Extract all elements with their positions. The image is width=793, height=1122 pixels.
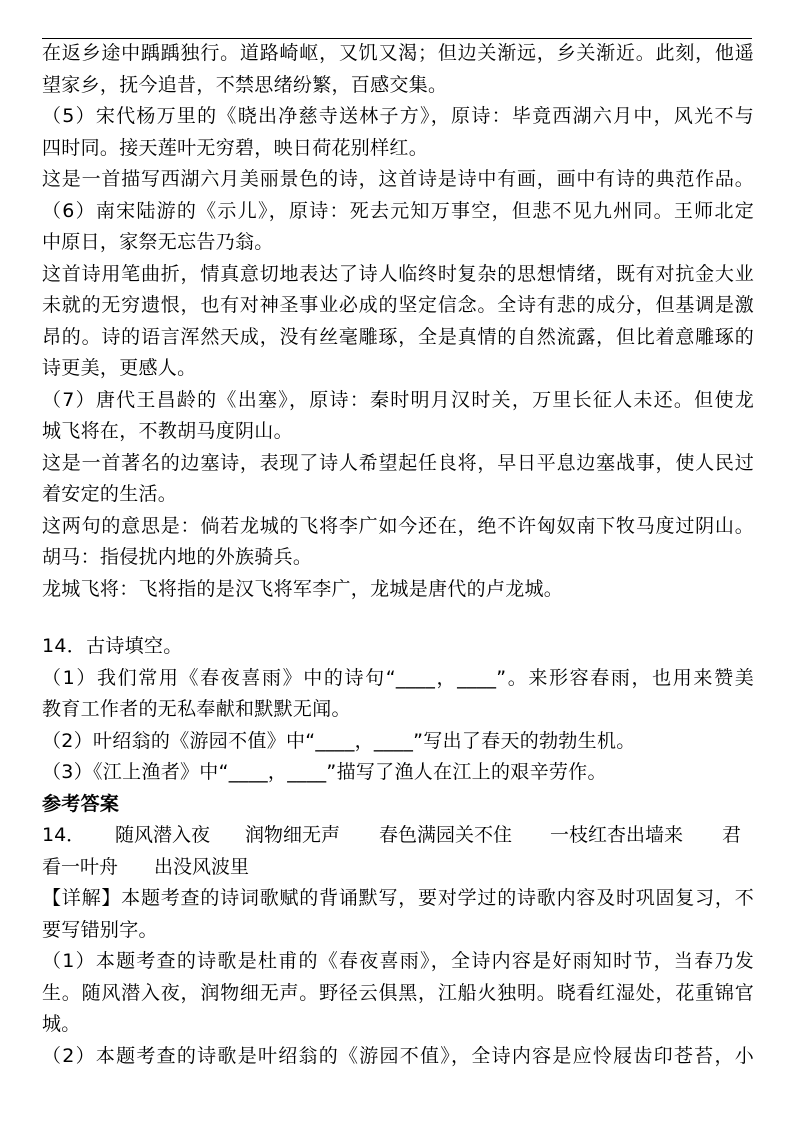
answer-item: 润物细无声 xyxy=(245,824,341,846)
text-line: 在返乡途中踽踽独行。道路崎岖，又饥又渴；但边关渐远，乡关渐近。此刻，他遥 xyxy=(42,42,754,64)
text-line: （7）唐代王昌龄的《出塞》，原诗：秦时明月汉时关，万里长征人未还。但使龙 xyxy=(42,389,754,411)
text-line: （5）宋代杨万里的《晓出净慈寺送林子方》，原诗：毕竟西湖六月中，风光不与 xyxy=(42,105,754,127)
question-item: 教育工作者的无私奉献和默默无闻。 xyxy=(42,698,351,720)
explanation-line: （2）本题考查的诗歌是叶绍翁的《游园不值》，全诗内容是应怜屐齿印苍苔，小 xyxy=(42,1045,754,1067)
explanation-line: 城。 xyxy=(42,1013,81,1035)
text-line: 城飞将在，不教胡马度阴山。 xyxy=(42,420,293,442)
explanation-line: 【详解】本题考查的诗词歌赋的背诵默写，要对学过的诗歌内容及时巩固复习，不 xyxy=(42,887,754,909)
explanation-line: 要写错别字。 xyxy=(42,919,158,941)
text-line: 这是一首著名的边塞诗，表现了诗人希望起任良将，早日平息边塞战事，使人民过 xyxy=(42,452,754,474)
explanation-line: （1）本题考查的诗歌是杜甫的《春夜喜雨》，全诗内容是好雨知时节，当春乃发 xyxy=(42,950,754,972)
answer-heading: 参考答案 xyxy=(42,793,120,815)
text-line: 龙城飞将：飞将指的是汉飞将军李广，龙城是唐代的卢龙城。 xyxy=(42,578,564,600)
answer-item: 春色满园关不住 xyxy=(379,824,513,846)
question-item: （1）我们常用《春夜喜雨》中的诗句“____，____”。来形容春雨，也用来赞美 xyxy=(42,667,754,689)
text-line: 这首诗用笔曲折，情真意切地表达了诗人临终时复杂的思想情绪，既有对抗金大业 xyxy=(42,263,754,285)
answer-number: 14． xyxy=(42,824,86,846)
header-rule xyxy=(42,38,752,39)
text-line: 未就的无穷遗恨，也有对神圣事业必成的坚定信念。全诗有悲的成分，但基调是激 xyxy=(42,294,754,316)
text-line: 中原日，家祭无忘告乃翁。 xyxy=(42,231,274,253)
text-line: 胡马：指侵扰内地的外族骑兵。 xyxy=(42,546,313,568)
text-line: 着安定的生活。 xyxy=(42,483,178,505)
text-line: 这两句的意思是：倘若龙城的飞将李广如今还在，绝不许匈奴南下牧马度过阴山。 xyxy=(42,515,754,537)
question-item: （3）《江上渔者》中“____，____”描写了渔人在江上的艰辛劳作。 xyxy=(42,761,607,783)
text-line: 这是一首描写西湖六月美丽景色的诗，这首诗是诗中有画，画中有诗的典范作品。 xyxy=(42,168,754,190)
answer-item: 随风潜入夜 xyxy=(115,824,211,846)
answer-item: 看一叶舟 xyxy=(42,856,119,878)
text-line: 望家乡，抚今追昔，不禁思绪纷繁，百感交集。 xyxy=(42,74,448,96)
question-title: 14．古诗填空。 xyxy=(42,635,183,657)
answer-item: 君 xyxy=(722,824,742,846)
text-line: 四时同。接天莲叶无穷碧，映日荷花别样红。 xyxy=(42,137,429,159)
text-line: 昂的。诗的语言浑然天成，没有丝毫雕琢，全是真情的自然流露，但比着意雕琢的 xyxy=(42,326,754,348)
explanation-line: 生。随风潜入夜，润物细无声。野径云俱黑，江船火独明。晓看红湿处，花重锦官 xyxy=(42,982,754,1004)
text-line: （6）南宋陆游的《示儿》，原诗：死去元知万事空，但悲不见九州同。王师北定 xyxy=(42,200,754,222)
question-item: （2）叶绍翁的《游园不值》中“____，____”写出了春天的勃勃生机。 xyxy=(42,730,636,752)
answer-item: 一枝红杏出墙来 xyxy=(550,824,684,846)
text-line: 诗更美，更感人。 xyxy=(42,357,197,379)
answer-item: 出没风波里 xyxy=(154,856,250,878)
